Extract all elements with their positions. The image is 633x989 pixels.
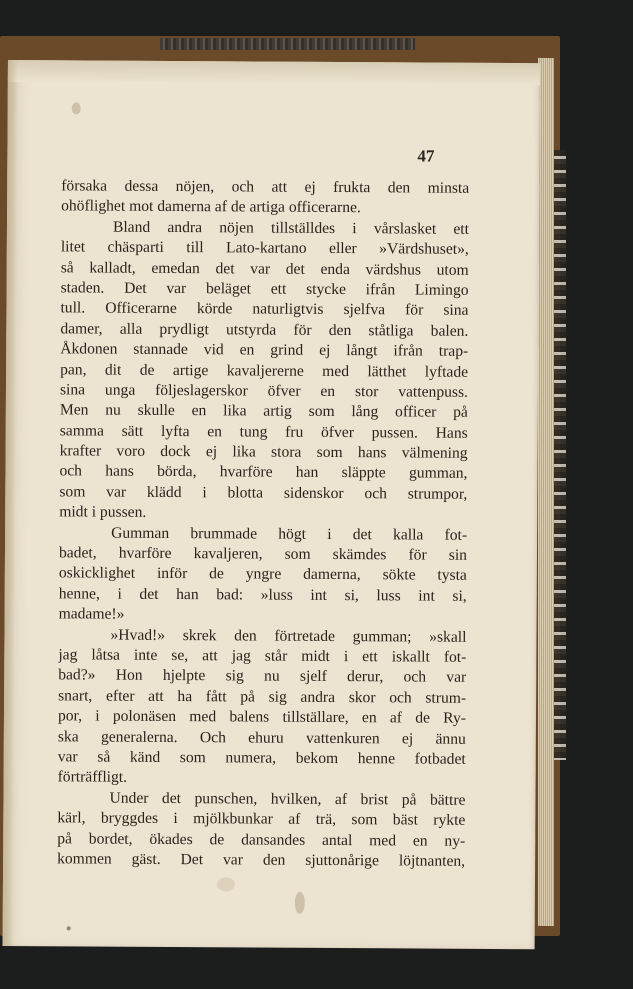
paper-stain bbox=[295, 892, 305, 914]
book-page bbox=[3, 60, 540, 949]
text-line: kommen gäst. Det var den sjuttonårige löjtnanten, bbox=[57, 850, 466, 870]
text-line: var så känd som numera, bekom henne fotbadet bbox=[57, 748, 466, 768]
paper-stain bbox=[72, 102, 81, 114]
page-number: 47 bbox=[417, 146, 435, 166]
text-line: por, i polonäsen med balens tillställare, en af de Ry- bbox=[57, 707, 467, 727]
text-line: madame!» bbox=[58, 605, 125, 623]
text-line: Under det punschen, hvilken, af brist på bättre bbox=[109, 789, 466, 809]
text-line: snart, efter att ha fått på sig andra skor och strum- bbox=[58, 687, 467, 707]
text-line: Men nu skulle en lika artig som lång officer på bbox=[59, 401, 468, 422]
paper-stain bbox=[217, 877, 235, 891]
text-line: ska generalerna. Och ehuru vattenkuren ej ännu bbox=[57, 727, 466, 748]
text-line: krafter voro dock ej lika stora som hans välmening bbox=[59, 442, 468, 462]
text-line: Åkdonen stannade vid en grind ej långt ifrån trap- bbox=[60, 340, 469, 360]
text-line: tull. Officerarne körde naturligtvis sjelfva för sina bbox=[60, 299, 469, 320]
text-line: jag låtsa inte se, att jag står midt i ett iskallt fot- bbox=[58, 646, 467, 666]
text-line: ohöflighet mot damerna af de artiga officerarne. bbox=[61, 197, 361, 217]
text-line: pan, dit de artige kavaljererne med lätthet lyftade bbox=[60, 360, 469, 381]
text-line: sina unga följeslagerskor öfver en stor vattenpuss. bbox=[59, 381, 469, 401]
text-line: på bordet, ökades de dansandes antal med en ny- bbox=[57, 829, 466, 850]
text-line: bad?» Hon hjelpte sig nu sjelf derur, och var bbox=[58, 666, 467, 687]
text-line: så kalladt, emedan det var det enda värdshus utom bbox=[60, 258, 469, 279]
text-line: staden. Det var beläget ett stycke ifrån Limingo bbox=[60, 279, 469, 299]
text-line: Bland andra nöjen tillställdes i vårslasket ett bbox=[112, 218, 470, 238]
text-line: midt i pussen. bbox=[59, 503, 147, 522]
text-line: litet chäsparti till Lato-kartano eller »Värdshuset», bbox=[60, 238, 469, 258]
text-line: samma sätt lyfta en tung fru öfver pussen. Hans bbox=[59, 422, 468, 442]
cover-edge-strip bbox=[160, 38, 415, 50]
text-line: Gumman brummade högt i det kalla fot- bbox=[111, 524, 468, 544]
text-line: henne, i det han bad: »luss int si, luss int si, bbox=[58, 585, 467, 605]
body-text bbox=[57, 176, 469, 872]
page-top-shading bbox=[8, 60, 540, 85]
text-line: försaka dessa nöjen, och att ej frukta den minsta bbox=[61, 177, 470, 197]
page-edges bbox=[538, 58, 554, 926]
text-line: damer, alla prydligt utstyrda för den ståtliga balen. bbox=[60, 320, 469, 340]
text-line: badet, hvarföre kavaljeren, som skämdes för sin bbox=[58, 544, 468, 564]
text-line: som var klädd i blotta sidenskor och strumpor, bbox=[59, 483, 468, 503]
text-line: förträffligt. bbox=[57, 768, 128, 787]
text-line: oskicklighet inför de yngre damerna, sökte tysta bbox=[58, 564, 467, 585]
text-line: kärl, bryggdes i mjölkbunkar af trä, som bäst rykte bbox=[57, 809, 466, 829]
text-line: »Hvad!» skrek den förtretade gumman; »skall bbox=[110, 626, 467, 646]
text-line: och hans börda, hvarföre han släppte gumman, bbox=[59, 462, 468, 483]
paper-speck bbox=[67, 926, 71, 930]
